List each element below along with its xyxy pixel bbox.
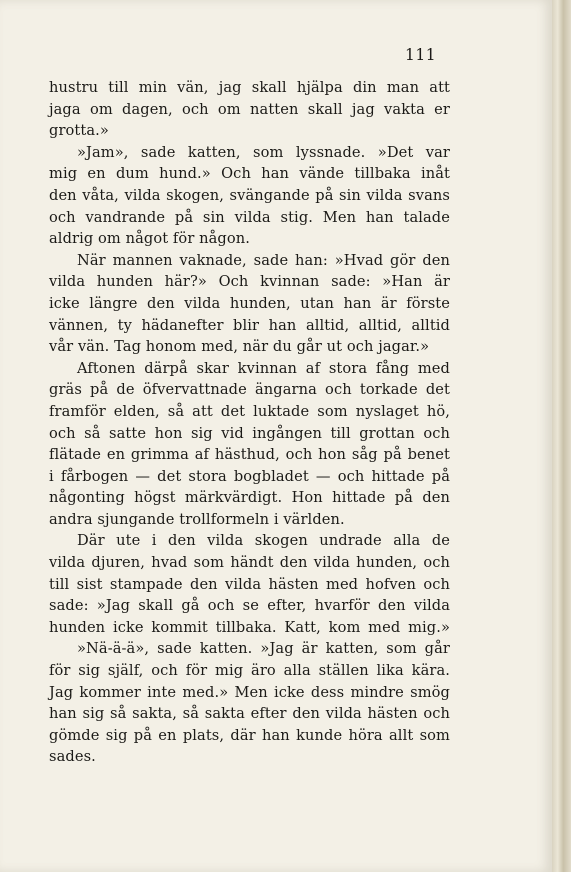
text-line: »Jam», sade katten, som lyssnade. »Det var	[77, 143, 450, 161]
body-text	[49, 77, 450, 768]
text-line: gömde sig på en plats, där han kunde höra allt som	[49, 726, 450, 744]
text-line: Där ute i den vilda skogen undrade alla de	[77, 532, 450, 550]
text-line: andra sjungande trollformeln i världen.	[49, 510, 345, 528]
text-line: När mannen vaknade, sade han: »Hvad gör den	[77, 251, 450, 269]
text-line: flätade en grimma af hästhud, och hon såg på benet	[49, 446, 450, 464]
text-line: vår vän. Tag honom med, när du går ut och jagar.»	[49, 338, 430, 356]
text-line: vännen, ty hädanefter blir han alltid, alltid, alltid	[49, 316, 450, 334]
text-line: Jag kommer inte med.» Men icke dess mindre smög	[49, 683, 450, 701]
text-line: någonting högst märkvärdigt. Hon hittade på den	[49, 489, 450, 507]
text-line: mig en dum hund.» Och han vände tillbaka inåt	[49, 165, 450, 183]
text-line: han sig så sakta, så sakta efter den vilda hästen och	[49, 705, 450, 723]
text-line: aldrig om något för någon.	[49, 230, 250, 248]
text-line: och så satte hon sig vid ingången till grottan och	[49, 424, 450, 442]
text-line: jaga om dagen, och om natten skall jag vakta er	[49, 100, 450, 118]
text-line: vilda djuren, hvad som händt den vilda hunden, och	[49, 554, 450, 572]
text-line: hunden icke kommit tillbaka. Katt, kom med mig.»	[49, 618, 450, 636]
page-number: 111	[405, 46, 437, 64]
page-edge	[552, 0, 571, 872]
text-line: grotta.»	[49, 122, 109, 140]
text-line: gräs på de öfvervattnade ängarna och torkade det	[49, 381, 450, 399]
text-line: den våta, vilda skogen, svängande på sin vilda svans	[49, 186, 450, 204]
text-line: till sist stampade den vilda hästen med hofven och	[49, 575, 450, 593]
text-line: sade: »Jag skall gå och se efter, hvarför den vilda	[49, 597, 450, 615]
text-line: framför elden, så att det luktade som nyslaget hö,	[49, 402, 450, 420]
text-line: »Nä-ä-ä», sade katten. »Jag är katten, som går	[77, 640, 450, 658]
text-line: hustru till min vän, jag skall hjälpa din man att	[49, 79, 450, 96]
text-line: sades.	[49, 748, 96, 766]
text-line: för sig själf, och för mig äro alla ställen lika kära.	[49, 662, 450, 680]
text-line: i fårbogen — det stora bogbladet — och hittade på	[49, 467, 450, 485]
text-line: vilda hunden här?» Och kvinnan sade: »Han är	[49, 273, 450, 291]
text-line: Aftonen därpå skar kvinnan af stora fång med	[77, 359, 450, 377]
text-line: och vandrande på sin vilda stig. Men han talade	[49, 208, 450, 226]
text-line: icke längre den vilda hunden, utan han är förste	[49, 294, 450, 312]
